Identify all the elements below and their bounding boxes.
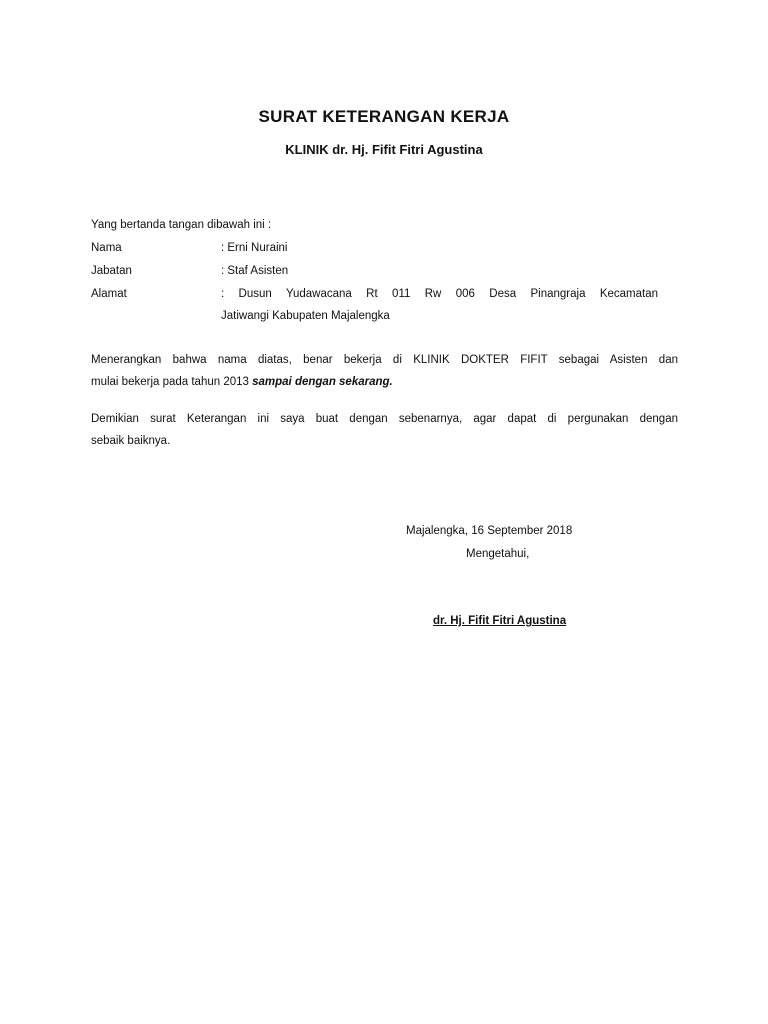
employment-line-1: Menerangkan bahwa nama diatas, benar bekerja di KLINIK DOKTER FIFIT sebagai Asisten dan [91, 354, 678, 366]
closing-line-2: sebaik baiknya. [91, 435, 171, 447]
position-label: Jabatan [91, 265, 132, 277]
employment-emphasis: sampai dengan sekarang [252, 376, 390, 388]
name-label: Nama [91, 242, 122, 254]
address-value [221, 283, 658, 327]
employment-line-2 [91, 371, 678, 393]
employment-statement [91, 349, 678, 393]
address-line-2: Jatiwangi Kabupaten Majalengka [221, 310, 390, 322]
employment-line-2-end: . [389, 376, 393, 388]
clinic-name: KLINIK dr. Hj. Fifit Fitri Agustina [285, 142, 483, 157]
closing-statement [91, 408, 678, 452]
signer-name: dr. Hj. Fifit Fitri Agustina [433, 615, 567, 627]
name-value: : Erni Nuraini [221, 242, 288, 254]
document-title: SURAT KETERANGAN KERJA [258, 107, 510, 126]
intro-statement: Yang bertanda tangan dibawah ini : [91, 219, 272, 231]
position-value: : Staf Asisten [221, 265, 289, 277]
address-label: Alamat [91, 288, 127, 300]
acknowledged-label: Mengetahui, [466, 548, 530, 560]
place-date: Majalengka, 16 September 2018 [406, 525, 573, 537]
employment-line-2-start: mulai bekerja pada tahun 2013 [91, 376, 253, 388]
address-line-1: : Dusun Yudawacana Rt 011 Rw 006 Desa Pinangraja Kecamatan [221, 288, 658, 300]
closing-line-1: Demikian surat Keterangan ini saya buat dengan sebenarnya, agar dapat di pergunakan dengan [91, 413, 678, 425]
